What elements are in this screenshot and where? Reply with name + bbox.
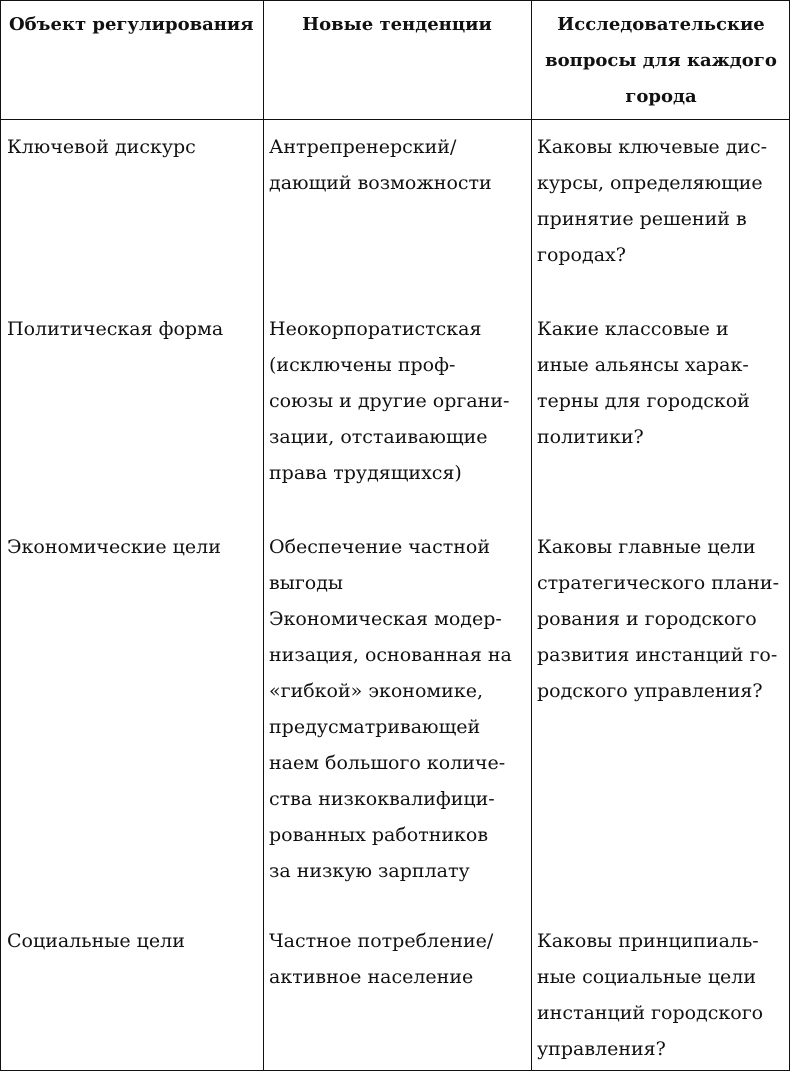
row-2-question: Какие классовые и иные альянсы харак- терны для городской политики? xyxy=(537,318,750,448)
header-object: Объект регулирования xyxy=(9,14,254,35)
row-3-trend: Обеспечение частной выгоды Экономическая модер- низация, основанная на «гибкой» экономике, предусматривающей наем большого количе- ства низкоквалифици- рованных работников за низкую зарплату xyxy=(269,536,512,882)
row-1-trend: Антрепренерский/ дающий возможности xyxy=(269,136,492,194)
row-2-trend: Неокорпоратистская (исключены проф- союзы и другие органи- зации, отстаивающие права трудящихся) xyxy=(269,318,510,484)
header-divider xyxy=(1,119,789,120)
header-questions: Исследовательские вопросы для каждого города xyxy=(545,14,777,107)
header-trends: Новые тенденции xyxy=(302,14,492,35)
row-3-object: Экономические цели xyxy=(7,536,221,558)
row-4-trend: Частное потребление/ активное население xyxy=(269,930,494,988)
row-1-question: Каковы ключевые дис- курсы, определяющие принятие решений в городах? xyxy=(537,136,768,266)
row-4-object: Социальные цели xyxy=(7,930,185,952)
row-4-question: Каковы принципиаль- ные социальные цели инстанций городского управления? xyxy=(537,930,764,1060)
row-3-question: Каковы главные цели стратегического плани- рования и городского развития инстанций го- родского управления? xyxy=(537,536,780,702)
row-1-object: Ключевой дискурс xyxy=(7,136,196,158)
row-2-object: Политическая форма xyxy=(7,318,224,340)
